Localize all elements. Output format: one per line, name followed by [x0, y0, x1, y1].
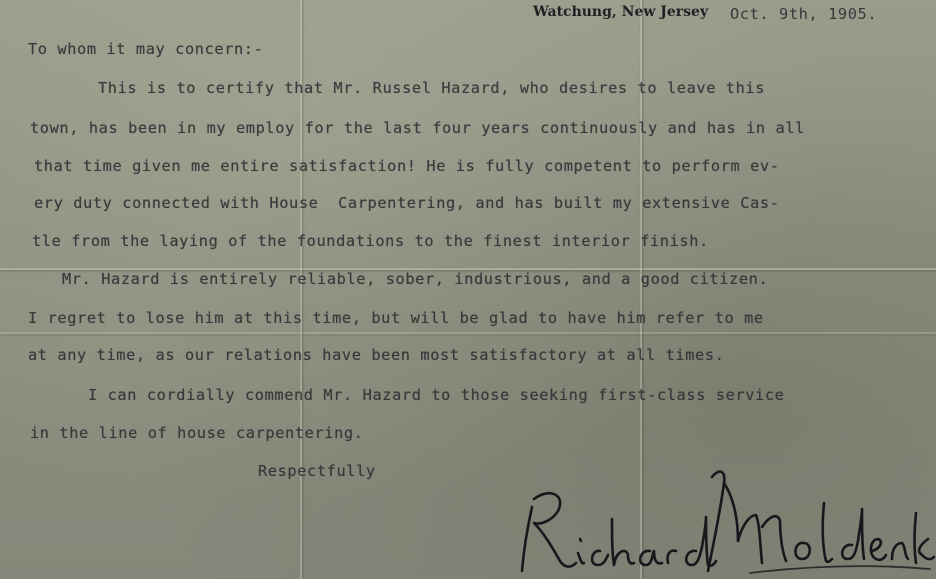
body-line: Mr. Hazard is entirely reliable, sober, industrious, and a good citizen.	[62, 270, 769, 288]
letterhead-place: Watchung, New Jersey	[533, 4, 709, 20]
handwritten-signature	[500, 455, 936, 579]
fold-crease-horizontal-lower	[0, 332, 936, 334]
body-line: in the line of house carpentering.	[30, 424, 364, 442]
body-line: I regret to lose him at this time, but will be glad to have him refer to me	[28, 309, 764, 327]
body-line: This is to certify that Mr. Russel Hazard, who desires to leave this	[98, 79, 766, 97]
body-line: ery duty connected with House Carpentering, and has built my extensive Cas-	[34, 194, 780, 212]
letter-date: Oct. 9th, 1905.	[730, 5, 878, 23]
body-line: tle from the laying of the foundations to the finest interior finish.	[32, 232, 709, 250]
body-line: that time given me entire satisfaction! He is fully competent to perform ev-	[34, 157, 780, 175]
body-line: at any time, as our relations have been most satisfactory at all times.	[28, 346, 725, 364]
body-line: I can cordially commend Mr. Hazard to those seeking first-class service	[88, 386, 785, 404]
salutation: To whom it may concern:-	[28, 40, 264, 58]
closing: Respectfully	[258, 462, 376, 480]
body-line: town, has been in my employ for the last four years continuously and has in all	[30, 119, 805, 137]
